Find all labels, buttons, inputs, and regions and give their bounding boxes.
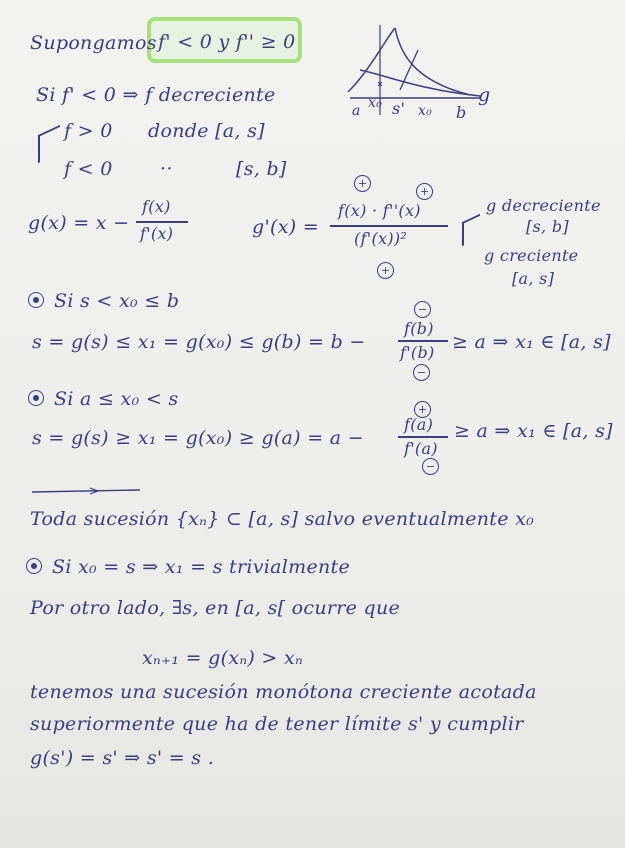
every-sequence: Toda sucesión {xₙ} ⊂ [a, s] salvo eventualmente x₀ [30, 508, 535, 530]
g-def-num: f(x) [142, 197, 171, 216]
case1-rhs: ≥ a ⇒ x₁ ∈ [a, s] [452, 331, 611, 353]
gprime-num: f(x) · f''(x) [338, 201, 421, 220]
recurrence: xₙ₊₁ = g(xₙ) > xₙ [142, 647, 303, 669]
gprime-den: (f'(x))² [354, 229, 408, 248]
g-increasing-interval: [a, s] [512, 269, 555, 288]
other-side: Por otro lado, ∃s, en [a, s[ ocurre que [30, 597, 401, 619]
case1-lhs: s = g(s) ≤ x₁ = g(x₀) ≤ g(b) = b − [32, 331, 366, 353]
ditto-marks: ·· [160, 158, 173, 180]
g-def-lhs: g(x) = x − [28, 212, 130, 234]
gprime-fraction-bar [330, 225, 448, 227]
sign-plus-2: + [416, 183, 433, 200]
g-def-den: f'(x) [140, 224, 174, 243]
case1-fraction-bar [398, 340, 448, 342]
g-monotonic-bracket [462, 214, 480, 246]
sign-plus-4: + [414, 401, 431, 418]
case1-den: f'(b) [400, 343, 435, 362]
conclusion-line-2: superiormente que ha de tener límite s' y cumplir [30, 713, 524, 735]
bullet-icon [28, 292, 44, 308]
graph-label-g: g [478, 84, 491, 106]
bullet-icon [26, 558, 42, 574]
g-increasing: g creciente [484, 246, 579, 265]
case1-condition: Si s < x₀ ≤ b [28, 290, 179, 312]
separator-arrow [30, 484, 150, 498]
header-condition: f' < 0 y f'' ≥ 0 [158, 31, 296, 53]
case2-lhs: s = g(s) ≥ x₁ = g(x₀) ≥ g(a) = a − [32, 427, 364, 449]
bullet-icon [28, 390, 44, 406]
case1-num: f(b) [404, 319, 434, 338]
g-def-fraction-bar [136, 221, 188, 223]
case3: Si x₀ = s ⇒ x₁ = s trivialmente [26, 556, 350, 578]
graph-label-a: a [352, 103, 361, 119]
g-decreasing: g decreciente [486, 196, 601, 215]
conclusion-line-3: g(s') = s' ⇒ s' = s . [30, 747, 215, 769]
header-lead: Supongamos [30, 32, 157, 54]
graph-label-b: b [456, 103, 467, 122]
sign-pos-where: donde [a, s] [148, 120, 265, 142]
sign-minus-2: − [413, 364, 430, 381]
sign-plus-1: + [354, 175, 371, 192]
sign-minus-1: − [414, 301, 431, 318]
conclusion-line-1: tenemos una sucesión monótona creciente acotada [30, 681, 537, 703]
case2-rhs: ≥ a ⇒ x₁ ∈ [a, s] [454, 420, 613, 442]
sign-plus-3: + [377, 262, 394, 279]
graph-label-x0-right: x₀ [418, 103, 433, 119]
sign-pos: f > 0 [64, 120, 113, 142]
sign-neg-where: [s, b] [236, 158, 287, 180]
sign-bracket [38, 125, 60, 163]
case-fprime: Si f' < 0 ⇒ f decreciente [36, 84, 276, 106]
graph-label-x0-left: x₀ [368, 95, 383, 111]
case2-den: f'(a) [404, 439, 438, 458]
case2-condition: Si a ≤ x₀ < s [28, 388, 178, 410]
case2-fraction-bar [398, 436, 448, 438]
sign-minus-3: − [422, 458, 439, 475]
graph-label-s: s' [392, 99, 406, 118]
g-decreasing-interval: [s, b] [526, 217, 569, 236]
sign-neg: f < 0 [64, 158, 113, 180]
case2-num: f(a) [404, 415, 434, 434]
gprime-lhs: g'(x) = [252, 216, 319, 238]
